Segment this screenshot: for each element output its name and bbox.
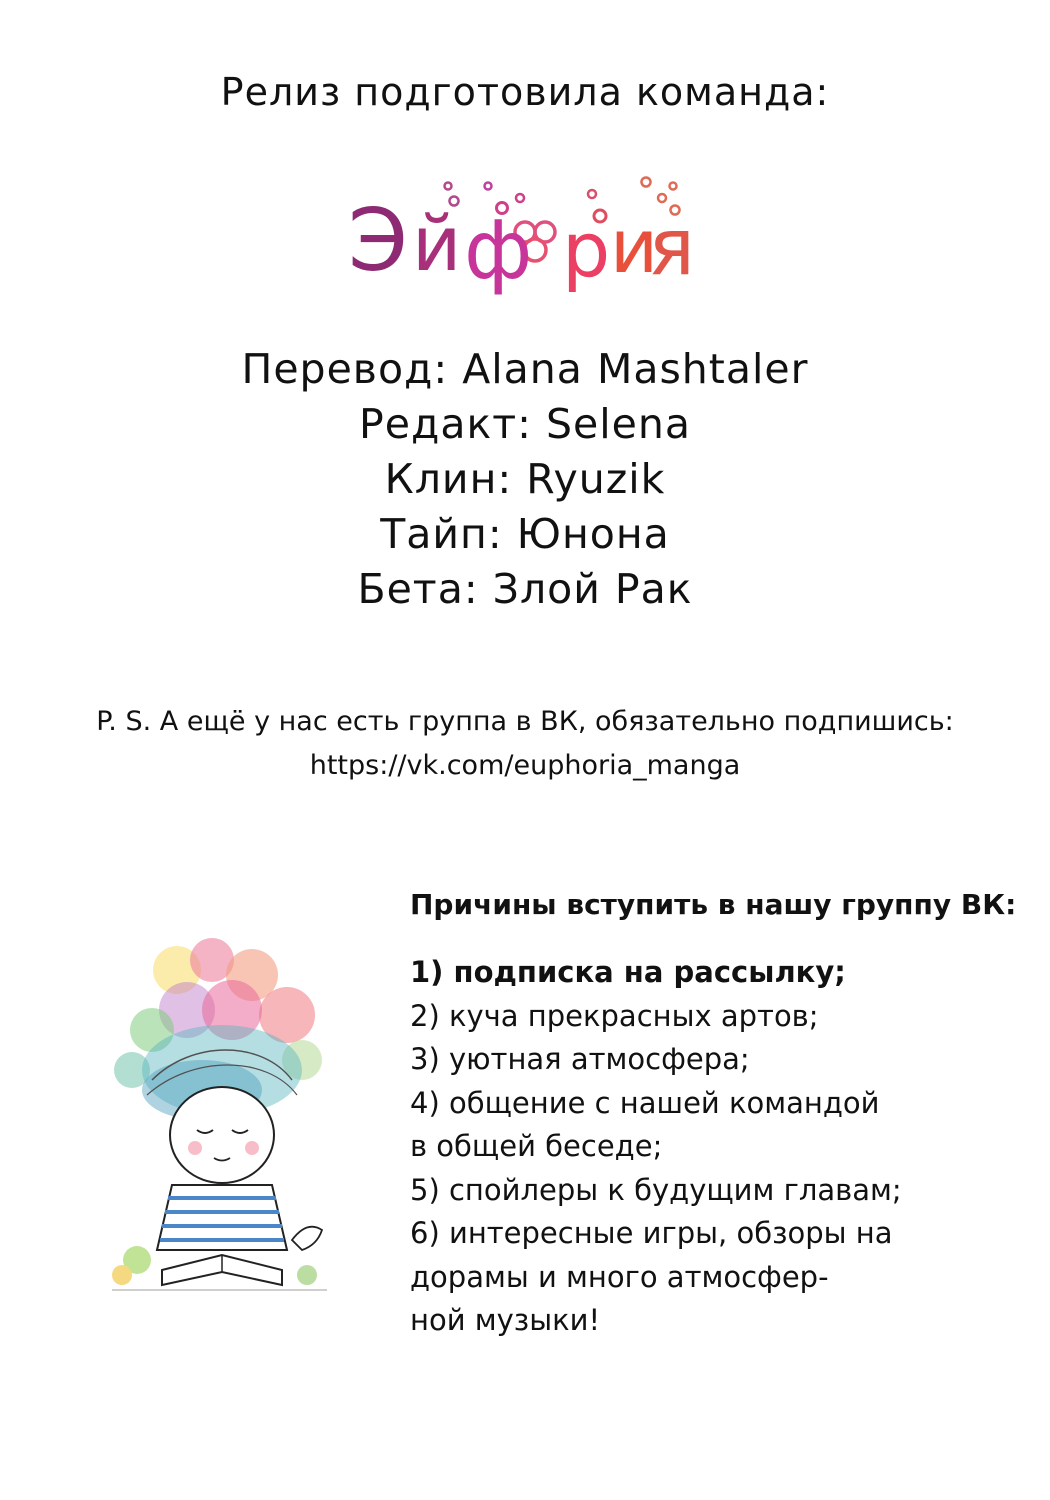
logo-letter: я xyxy=(648,203,695,293)
list-item-text: 6) интересные игры, обзоры на xyxy=(410,1216,893,1250)
list-item xyxy=(410,1082,1030,1169)
logo-letter: й xyxy=(412,199,462,288)
list-item-text: 2) куча прекрасных артов; xyxy=(410,998,819,1033)
credit-clean: Клин: Ryuzik xyxy=(384,455,666,503)
list-item-text: 4) общение с нашей командой xyxy=(410,1085,880,1120)
reasons-title: Причины вступить в нашу группу ВК: xyxy=(410,888,1017,921)
book-icon xyxy=(162,1255,282,1285)
logo-letter: ф xyxy=(464,204,533,297)
logo-letter: р xyxy=(562,205,611,294)
striped-shirt-icon xyxy=(157,1185,287,1250)
girl-reading-illustration xyxy=(92,930,342,1310)
postscript xyxy=(0,700,1050,788)
face-icon xyxy=(170,1087,274,1183)
list-item-text: 5) спойлеры к будущим главам; xyxy=(410,1172,902,1207)
list-item-text: 3) уютная атмосфера; xyxy=(410,1042,750,1076)
team-logo xyxy=(330,168,720,308)
credits-block xyxy=(0,342,1050,617)
logo-letter: и xyxy=(610,204,659,290)
credit-type: Тайп: Юнона xyxy=(380,510,670,558)
intro-heading: Релиз подготовила команда: xyxy=(220,70,830,114)
credit-edit: Редакт: Selena xyxy=(359,400,691,448)
credit-translation: Перевод: Alana Mashtaler xyxy=(241,345,809,393)
list-item-text: в общей беседе; xyxy=(410,1129,663,1163)
credit-beta: Бета: Злой Рак xyxy=(357,565,693,613)
list-item xyxy=(410,1212,1030,1343)
logo-letter: Э xyxy=(348,191,409,291)
list-item xyxy=(410,951,1030,995)
list-item xyxy=(410,1169,1030,1213)
reasons-block xyxy=(410,888,1030,1343)
vk-group-link[interactable]: https://vk.com/euphoria_manga xyxy=(309,750,741,781)
list-item-text: дорамы и много атмосфер- xyxy=(410,1259,829,1294)
reasons-list xyxy=(410,951,1030,1343)
list-item xyxy=(410,995,1030,1039)
postscript-text: P. S. А ещё у нас есть группа в ВК, обязательно подпишись: xyxy=(96,706,954,737)
list-item-text: ной музыки! xyxy=(410,1303,601,1337)
list-item xyxy=(410,1038,1030,1082)
bird-icon xyxy=(292,1227,322,1250)
list-item-text: 1) подписка на рассылку; xyxy=(410,955,846,989)
